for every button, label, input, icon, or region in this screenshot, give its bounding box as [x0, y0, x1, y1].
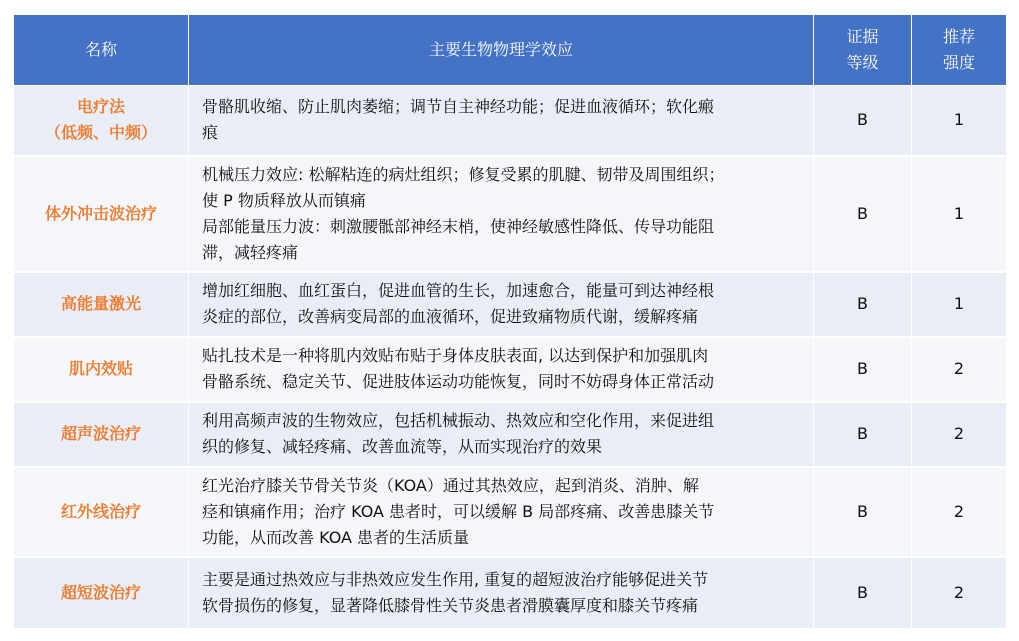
- header-name-label: 名称: [84, 40, 117, 59]
- table-body: [14, 86, 1007, 629]
- therapy-name-line: 高能量激光: [60, 294, 141, 313]
- therapy-name-line: 超短波治疗: [60, 582, 141, 602]
- table-row: [14, 156, 1007, 272]
- effect-line: 骨骼肌收缩、防止肌肉萎缩；调节自主神经功能；促进血液循环；软化瘢: [202, 97, 715, 117]
- recommendation-strength: 2: [912, 557, 1007, 629]
- table-row: [14, 402, 1007, 467]
- table-row: [14, 467, 1007, 557]
- therapy-evidence-table: [13, 14, 1007, 630]
- evidence-grade: B: [814, 402, 912, 467]
- therapy-name: [14, 156, 189, 272]
- recommendation-strength: 1: [912, 86, 1007, 156]
- effect-line: 红光治疗膝关节骨关节炎（KOA）通过其热效应，起到消炎、消肿、解: [202, 475, 699, 495]
- recommendation-strength: 2: [912, 402, 1007, 467]
- header-effect: [189, 15, 814, 86]
- table-header: [14, 15, 1007, 86]
- effect-line: 贴扎技术是一种将肌内效贴布贴于身体皮肤表面, 以达到保护和加强肌肉: [202, 346, 709, 365]
- effect-line: 滞，减轻疼痛: [202, 242, 299, 262]
- effect-line: 功能，从而改善 KOA 患者的生活质量: [202, 527, 470, 547]
- header-evidence-grade: [814, 15, 912, 86]
- header-recommendation: [912, 15, 1007, 86]
- table-row: [14, 272, 1007, 337]
- therapy-effect: [189, 272, 814, 337]
- header-effect-label: 主要生物物理学效应: [428, 40, 573, 59]
- evidence-grade: B: [814, 337, 912, 402]
- evidence-grade: B: [814, 557, 912, 629]
- therapy-effect: [189, 156, 814, 272]
- evidence-grade: B: [814, 467, 912, 557]
- effect-line: 利用高频声波的生物效应，包括机械振动、热效应和空化作用，来促进组: [202, 411, 715, 430]
- effect-line: 使 P 物质释放从而镇痛: [202, 190, 366, 210]
- effect-line: 织的修复、减轻疼痛、改善血流等，从而实现治疗的效果: [202, 437, 603, 456]
- therapy-name-line: 肌内效贴: [68, 359, 133, 378]
- table-row: [14, 86, 1007, 156]
- recommendation-strength: 1: [912, 156, 1007, 272]
- therapy-name: [14, 337, 189, 402]
- therapy-name: [14, 86, 189, 156]
- therapy-name-line: 体外冲击波治疗: [44, 203, 157, 223]
- header-grade-line1: 证据: [846, 27, 879, 46]
- therapy-effect: [189, 467, 814, 557]
- effect-line: 局部能量压力波：刺激腰骶部神经末梢，使神经敏感性降低、传导功能阻: [202, 216, 715, 236]
- therapy-table-container: [13, 14, 1006, 630]
- therapy-name: [14, 402, 189, 467]
- effect-line: 骨骼系统、稳定关节、促进肢体运动功能恢复，同时不妨碍身体正常活动: [202, 372, 715, 391]
- effect-line: 痕: [202, 123, 219, 143]
- evidence-grade: B: [814, 86, 912, 156]
- recommendation-strength: 2: [912, 467, 1007, 557]
- recommendation-strength: 2: [912, 337, 1007, 402]
- therapy-effect: [189, 86, 814, 156]
- evidence-grade: B: [814, 272, 912, 337]
- therapy-name-line: 超声波治疗: [60, 424, 141, 443]
- header-grade-line2: 等级: [846, 53, 879, 72]
- therapy-effect: [189, 402, 814, 467]
- effect-line: 痉和镇痛作用；治疗 KOA 患者时，可以缓解 B 局部疼痛、改善患膝关节: [202, 501, 715, 521]
- table-row: [14, 337, 1007, 402]
- therapy-name: [14, 557, 189, 629]
- therapy-effect: [189, 337, 814, 402]
- recommendation-strength: 1: [912, 272, 1007, 337]
- therapy-effect: [189, 557, 814, 629]
- therapy-name-line: 红外线治疗: [60, 501, 141, 521]
- effect-line: 炎症的部位，改善病变局部的血液循环，促进致痛物质代谢，缓解疼痛: [202, 307, 699, 326]
- effect-line: 主要是通过热效应与非热效应发生作用, 重复的超短波治疗能够促进关节: [202, 569, 709, 589]
- effect-line: 机械压力效应: 松解粘连的病灶组织；修复受累的肌腱、韧带及周围组织；: [202, 164, 725, 184]
- therapy-name: [14, 467, 189, 557]
- evidence-grade: B: [814, 156, 912, 272]
- effect-line: 软骨损伤的修复，显著降低膝骨性关节炎患者滑膜囊厚度和膝关节疼痛: [202, 595, 699, 615]
- header-rec-line1: 推荐: [942, 27, 975, 46]
- effect-line: 增加红细胞、血红蛋白，促进血管的生长，加速愈合，能量可到达神经根: [202, 281, 715, 300]
- therapy-name-line: （低频、中频）: [44, 123, 157, 143]
- therapy-name: [14, 272, 189, 337]
- header-rec-line2: 强度: [942, 53, 975, 72]
- header-name: [14, 15, 189, 86]
- table-row: [14, 557, 1007, 629]
- therapy-name-line: 电疗法: [76, 97, 125, 117]
